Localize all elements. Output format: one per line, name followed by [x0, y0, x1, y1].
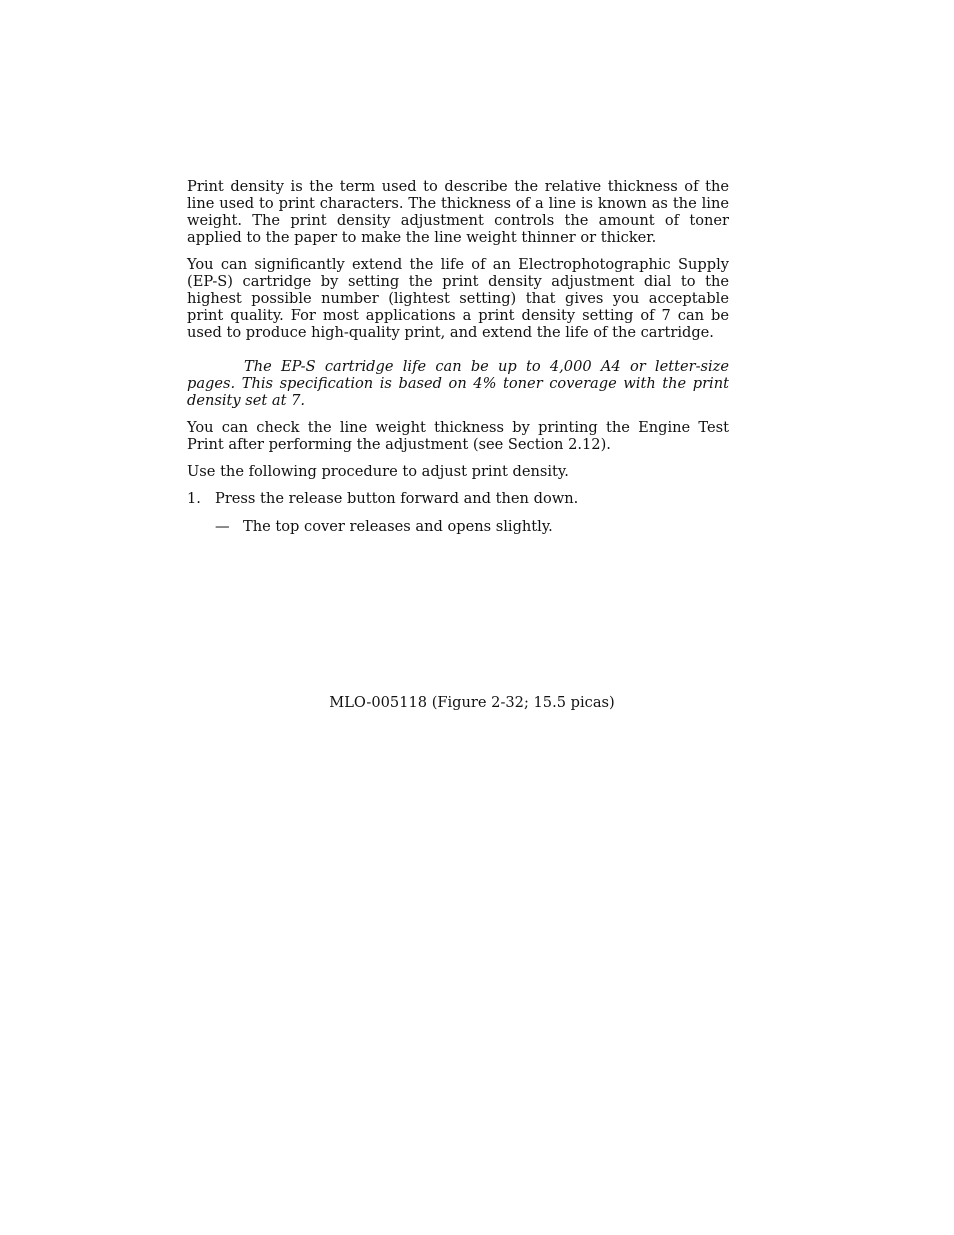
note-cartridge-life: The EP-S cartridge life can be up to 4,000 A4 or letter-size pages. This specification is based on 4% toner coverage with the print density set at 7. [187, 358, 729, 409]
step-number: 1. [187, 490, 201, 507]
procedure-step-1 [187, 490, 729, 507]
paragraph-extend-cartridge-life: You can significantly extend the life of an Electrophotographic Supply (EP-S) cartridge by setting the print density adjustment dial to the highest possible number (lightest setting) that gives you acceptable print quality. For most applications a print density setting of 7 can be used to produce high-quality print, and extend the life of the cartridge. [187, 256, 729, 341]
step-text: Press the release button forward and then down. [215, 490, 579, 507]
result-dash: — [215, 518, 230, 535]
step-1-result [215, 518, 729, 535]
figure-reference: MLO-005118 (Figure 2-32; 15.5 picas) [329, 694, 615, 711]
paragraph-print-density-definition: Print density is the term used to describe the relative thickness of the line used to print characters. The thickness of a line is known as the line weight. The print density adjustment controls the amount of toner applied to the paper to make the line weight thinner or thicker. [187, 178, 729, 246]
paragraph-procedure-intro: Use the following procedure to adjust print density. [187, 463, 569, 480]
paragraph-check-line-weight: You can check the line weight thickness by printing the Engine Test Print after performing the adjustment (see Section 2.12). [187, 419, 729, 453]
result-text: The top cover releases and opens slightly. [243, 518, 553, 535]
document-body [187, 178, 729, 535]
